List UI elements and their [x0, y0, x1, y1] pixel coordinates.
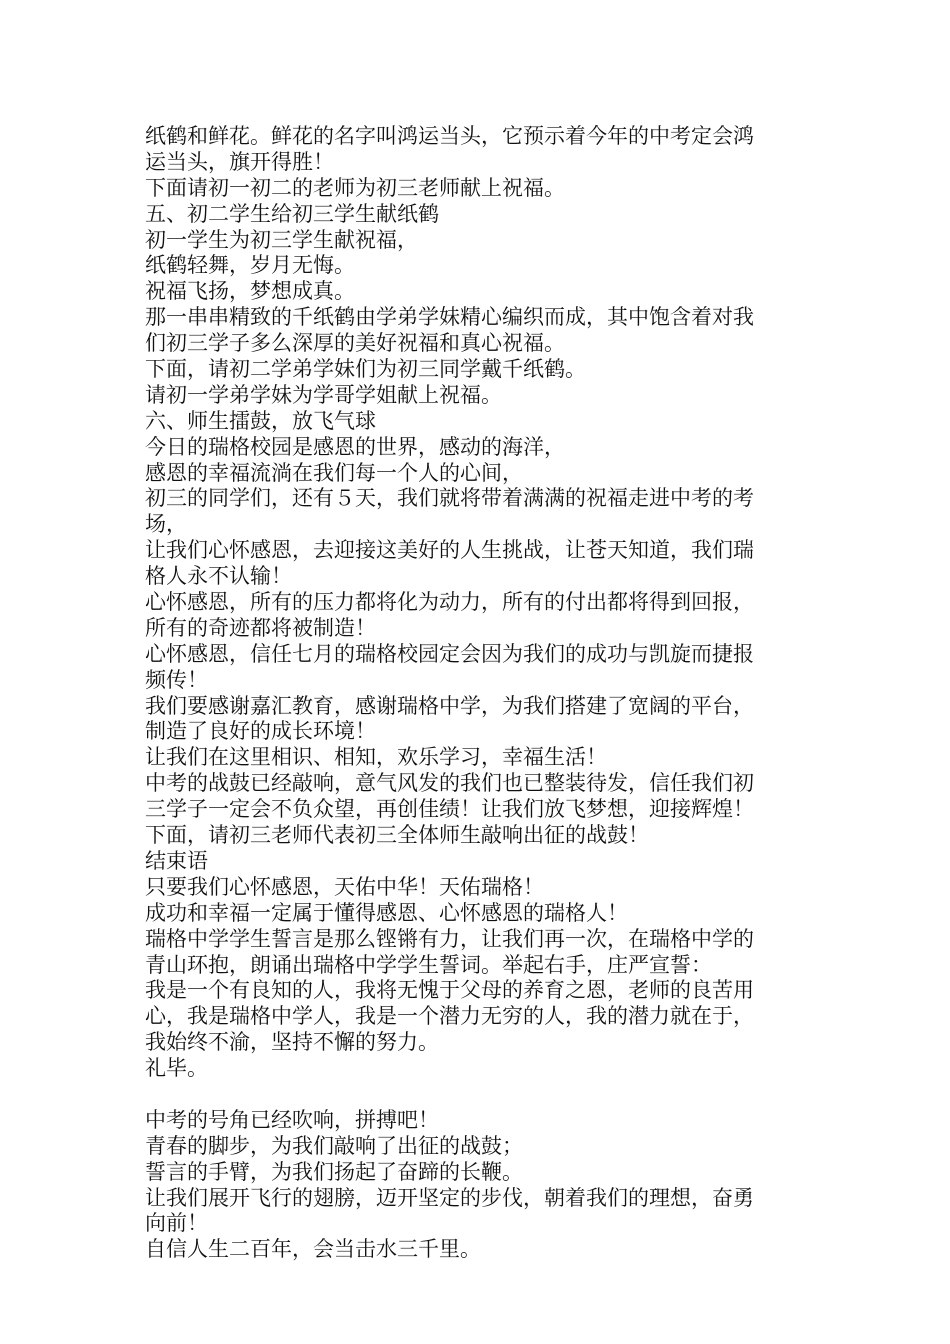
text-line: 下面，请初二学弟学妹们为初三同学戴千纸鹤。	[145, 357, 586, 382]
text-line: 六、师生擂鼓，放飞气球	[145, 408, 376, 433]
document-body	[145, 124, 805, 1263]
text-line: 我们要感谢嘉汇教育，感谢瑞格中学，为我们搭建了宽阔的平台，	[145, 693, 754, 718]
text-line: 心，我是瑞格中学人，我是一个潜力无穷的人，我的潜力就在于，	[145, 1004, 754, 1029]
text-line: 那一串串精致的千纸鹤由学弟学妹精心编织而成，其中饱含着对我	[145, 305, 754, 330]
text-line: 只要我们心怀感恩，天佑中华！天佑瑞格！	[145, 874, 544, 899]
text-line: 瑞格中学学生誓言是那么铿锵有力，让我们再一次，在瑞格中学的	[145, 926, 754, 951]
text-line: 感恩的幸福流淌在我们每一个人的心间，	[145, 460, 523, 485]
text-line: 场，	[145, 512, 187, 537]
text-line: 让我们在这里相识、相知，欢乐学习，幸福生活！	[145, 745, 607, 770]
text-line: 青山环抱，朗诵出瑞格中学学生誓词。举起右手，庄严宣誓：	[145, 952, 712, 977]
text-line: 中考的号角已经吹响，拼搏吧！	[145, 1107, 439, 1132]
text-line: 五、初二学生给初三学生献纸鹤	[145, 201, 439, 226]
text-line: 纸鹤轻舞，岁月无悔。	[145, 253, 355, 278]
text-line: 们初三学子多么深厚的美好祝福和真心祝福。	[145, 331, 565, 356]
text-line: 频传！	[145, 667, 208, 692]
text-line: 誓言的手臂，为我们扬起了奋蹄的长鞭。	[145, 1159, 523, 1184]
text-line: 三学子一定会不负众望，再创佳绩！让我们放飞梦想，迎接辉煌！	[145, 797, 754, 822]
text-line: 所有的奇迹都将被制造！	[145, 615, 376, 640]
text-line: 我是一个有良知的人，我将无愧于父母的养育之恩，老师的良苦用	[145, 978, 754, 1003]
text-line: 结束语	[145, 848, 208, 873]
text-line: 青春的脚步，为我们敲响了出征的战鼓；	[145, 1133, 523, 1158]
text-line: 让我们心怀感恩，去迎接这美好的人生挑战，让苍天知道，我们瑞	[145, 538, 754, 563]
text-line: 自信人生二百年，会当击水三千里。	[145, 1237, 481, 1262]
speech-section	[145, 124, 805, 1082]
text-line: 纸鹤和鲜花。鲜花的名字叫鸿运当头，它预示着今年的中考定会鸿	[145, 124, 754, 148]
text-line: 我始终不渝，坚持不懈的努力。	[145, 1030, 439, 1055]
text-line: 礼毕。	[145, 1056, 208, 1081]
text-line: 中考的战鼓已经敲响，意气风发的我们也已整装待发，信任我们初	[145, 771, 754, 796]
text-line: 下面请初一初二的老师为初三老师献上祝福。	[145, 175, 565, 200]
text-line: 向前！	[145, 1211, 208, 1236]
closing-section	[145, 1108, 805, 1263]
text-line: 下面，请初三老师代表初三全体师生敲响出征的战鼓！	[145, 823, 649, 848]
text-line: 心怀感恩，信任七月的瑞格校园定会因为我们的成功与凯旋而捷报	[145, 641, 754, 666]
text-line: 请初一学弟学妹为学哥学姐献上祝福。	[145, 382, 502, 407]
text-line: 心怀感恩，所有的压力都将化为动力，所有的付出都将得到回报，	[145, 590, 754, 615]
text-line: 格人永不认输！	[145, 564, 292, 589]
text-line: 制造了良好的成长环境！	[145, 719, 376, 744]
text-line: 祝福飞扬，梦想成真。	[145, 279, 355, 304]
text-line: 初三的同学们，还有５天，我们就将带着满满的祝福走进中考的考	[145, 486, 754, 511]
paragraph-gap	[145, 1082, 805, 1108]
text-line: 初一学生为初三学生献祝福，	[145, 227, 418, 252]
text-line: 今日的瑞格校园是感恩的世界，感动的海洋，	[145, 434, 565, 459]
text-line: 成功和幸福一定属于懂得感恩、心怀感恩的瑞格人！	[145, 900, 628, 925]
text-line: 让我们展开飞行的翅膀，迈开坚定的步伐，朝着我们的理想，奋勇	[145, 1185, 754, 1210]
text-line: 运当头，旗开得胜！	[145, 149, 334, 174]
